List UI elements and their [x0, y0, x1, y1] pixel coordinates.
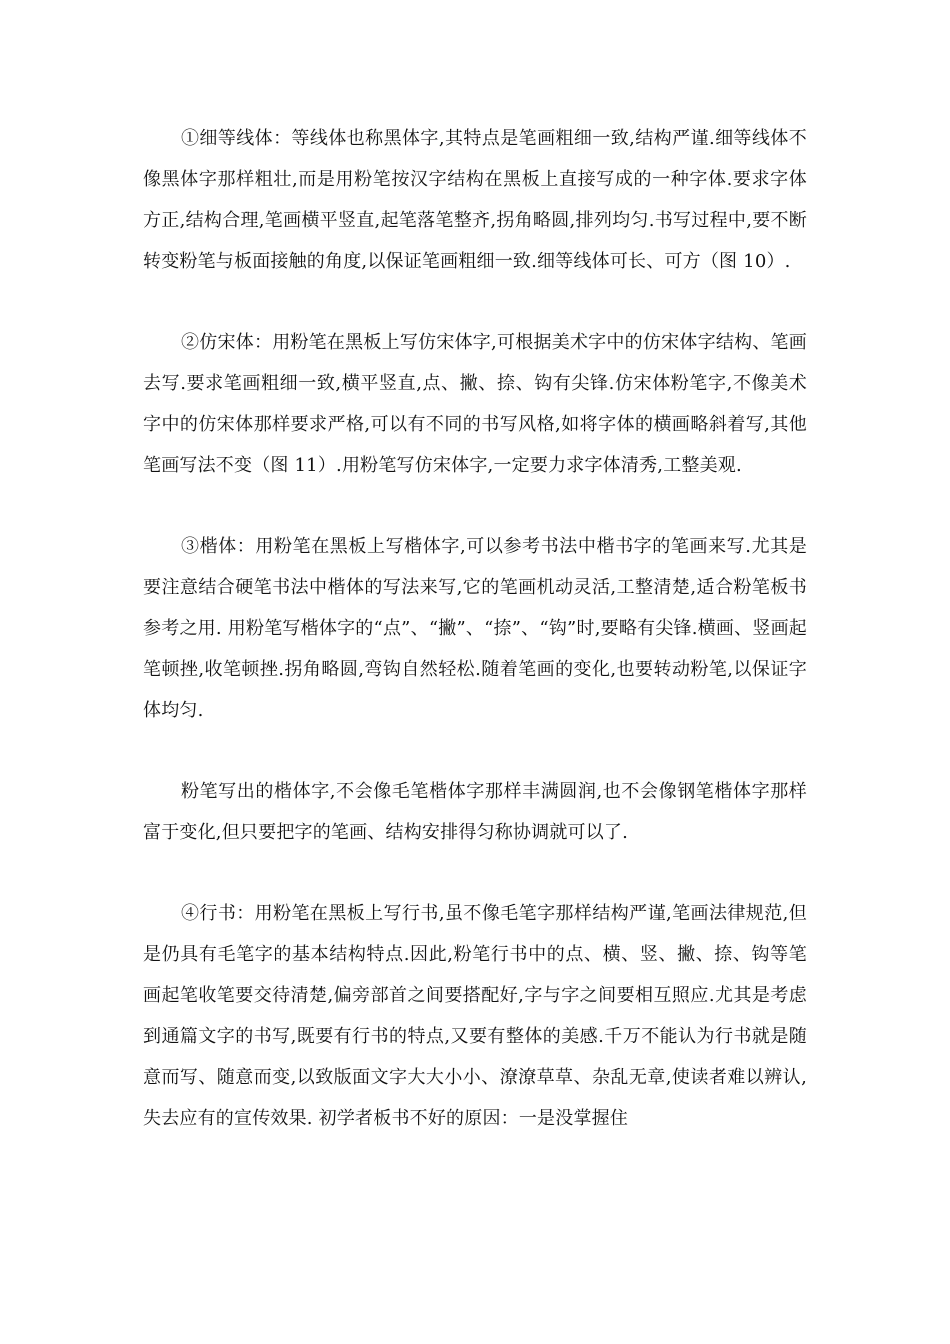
paragraph-spacer: [143, 282, 807, 322]
paragraph-thin-line-font: ①细等线体：等线体也称黑体字,其特点是笔画粗细一致,结构严谨.细等线体不像黑体字那样粗壮,而是用粉笔按汉字结构在黑板上直接写成的一种字体.要求字体方正,结构合理,笔画横平竖直,起笔落笔整齐,拐角略圆,排列均匀.书写过程中,要不断转变粉笔与板面接触的角度,以保证笔画粗细一致.细等线体可长、可方（图 10）.: [143, 128, 807, 272]
paragraph-chalk-regular-script-note: 粉笔写出的楷体字,不会像毛笔楷体字那样丰满圆润,也不会像钢笔楷体字那样富于变化,但只要把字的笔画、结构安排得匀称协调就可以了.: [143, 781, 807, 843]
paragraph-imitation-song-font: ②仿宋体：用粉笔在黑板上写仿宋体字,可根据美术字中的仿宋体字结构、笔画去写.要求笔画粗细一致,横平竖直,点、撇、捺、钩有尖锋.仿宋体粉笔字,不像美术字中的仿宋体那样要求严格,可以有不同的书写风格,如将字体的横画略斜着写,其他笔画写法不变（图 11）.用粉笔写仿宋体字,一定要力求字体清秀,工整美观.: [143, 332, 807, 476]
paragraph-spacer: [143, 486, 807, 526]
paragraph-running-script: ④行书：用粉笔在黑板上写行书,虽不像毛笔字那样结构严谨,笔画法律规范,但是仍具有毛笔字的基本结构特点.因此,粉笔行书中的点、横、竖、撇、捺、钩等笔画起笔收笔要交待清楚,偏旁部首之间要搭配好,字与字之间要相互照应.尤其是考虑到通篇文字的书写,既要有行书的特点,又要有整体的美感.千万不能认为行书就是随意而写、随意而变,以致版面文字大大小小、潦潦草草、杂乱无章,使读者难以辨认,失去应有的宣传效果. 初学者板书不好的原因：一是没掌握住: [143, 903, 807, 1129]
paragraph-spacer: [143, 853, 807, 893]
paragraph-regular-script: ③楷体：用粉笔在黑板上写楷体字,可以参考书法中楷书字的笔画来写.尤其是要注意结合硬笔书法中楷体的写法来写,它的笔画机动灵活,工整清楚,适合粉笔板书参考之用. 用粉笔写楷体字的“点”、“撇”、“捺”、“钩”时,要略有尖锋.横画、竖画起笔顿挫,收笔顿挫.拐角略圆,弯钩自然轻松.随着笔画的变化,也要转动粉笔,以保证字体均匀.: [143, 536, 807, 721]
document-body: [143, 118, 807, 1139]
paragraph-spacer: [143, 731, 807, 771]
